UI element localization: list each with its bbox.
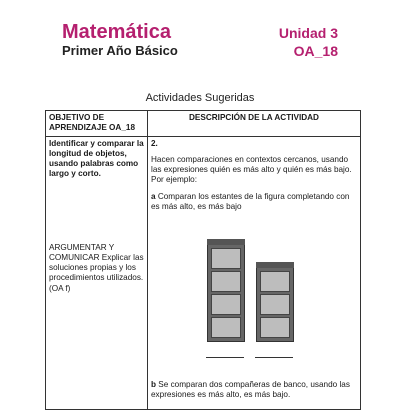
objective-column-header: OBJETIVO DE APRENDIZAJE OA_18	[46, 111, 148, 137]
shelf-compartment	[211, 294, 241, 315]
item-a-letter: a	[151, 191, 156, 201]
answer-blank-tall	[206, 357, 244, 358]
activities-table	[45, 110, 361, 410]
skill-block	[49, 243, 144, 294]
shelf-compartment	[211, 317, 241, 338]
shelf-compartment	[260, 317, 290, 338]
objective-cell	[46, 136, 148, 409]
shelf-compartment	[260, 294, 290, 315]
section-title: Actividades Sugeridas	[145, 92, 255, 104]
oa-label: OA_18	[293, 43, 338, 59]
short-shelf-top	[256, 262, 294, 268]
skill-title: ARGUMENTAR Y COMUNICAR	[49, 242, 115, 262]
grade-label: Primer Año Básico	[62, 43, 178, 58]
subject-title: Matemática	[62, 21, 171, 43]
skill-text: Explicar las soluciones propias y los procedimientos utilizados. (OA f)	[49, 252, 144, 293]
table-row	[46, 136, 361, 409]
item-b-letter: b	[151, 380, 157, 389]
short-shelf-image	[256, 267, 294, 342]
table-header-row	[46, 111, 361, 137]
description-cell	[148, 136, 361, 409]
item-b	[151, 380, 357, 401]
shelf-compartment	[260, 271, 290, 292]
description-column-header: DESCRIPCIÓN DE LA ACTIVIDAD	[148, 111, 361, 137]
shelf-compartment	[211, 248, 241, 269]
objective-text: Identificar y comparar la longitud de objetos, usando palabras como largo y corto.	[49, 138, 144, 179]
shelf-compartment	[211, 271, 241, 292]
item-a-text: Comparan los estantes de la figura completando con es más alto, es más bajo	[151, 191, 350, 211]
tall-shelf-image	[207, 244, 245, 342]
activity-number: 2.	[151, 138, 158, 148]
answer-blank-short	[255, 357, 293, 358]
tall-shelf-top	[207, 239, 245, 245]
shelves-figure	[151, 218, 357, 380]
item-b-text: Se comparan dos compañeras de banco, usando las expresiones es más alto, es más bajo.	[151, 380, 350, 400]
activity-intro: Hacen comparaciones en contextos cercanos, usando las expresiones quién es más alto y quién es más bajo. Por ejemplo:	[151, 154, 352, 185]
item-a	[151, 192, 357, 213]
unit-label: Unidad 3	[278, 25, 338, 41]
